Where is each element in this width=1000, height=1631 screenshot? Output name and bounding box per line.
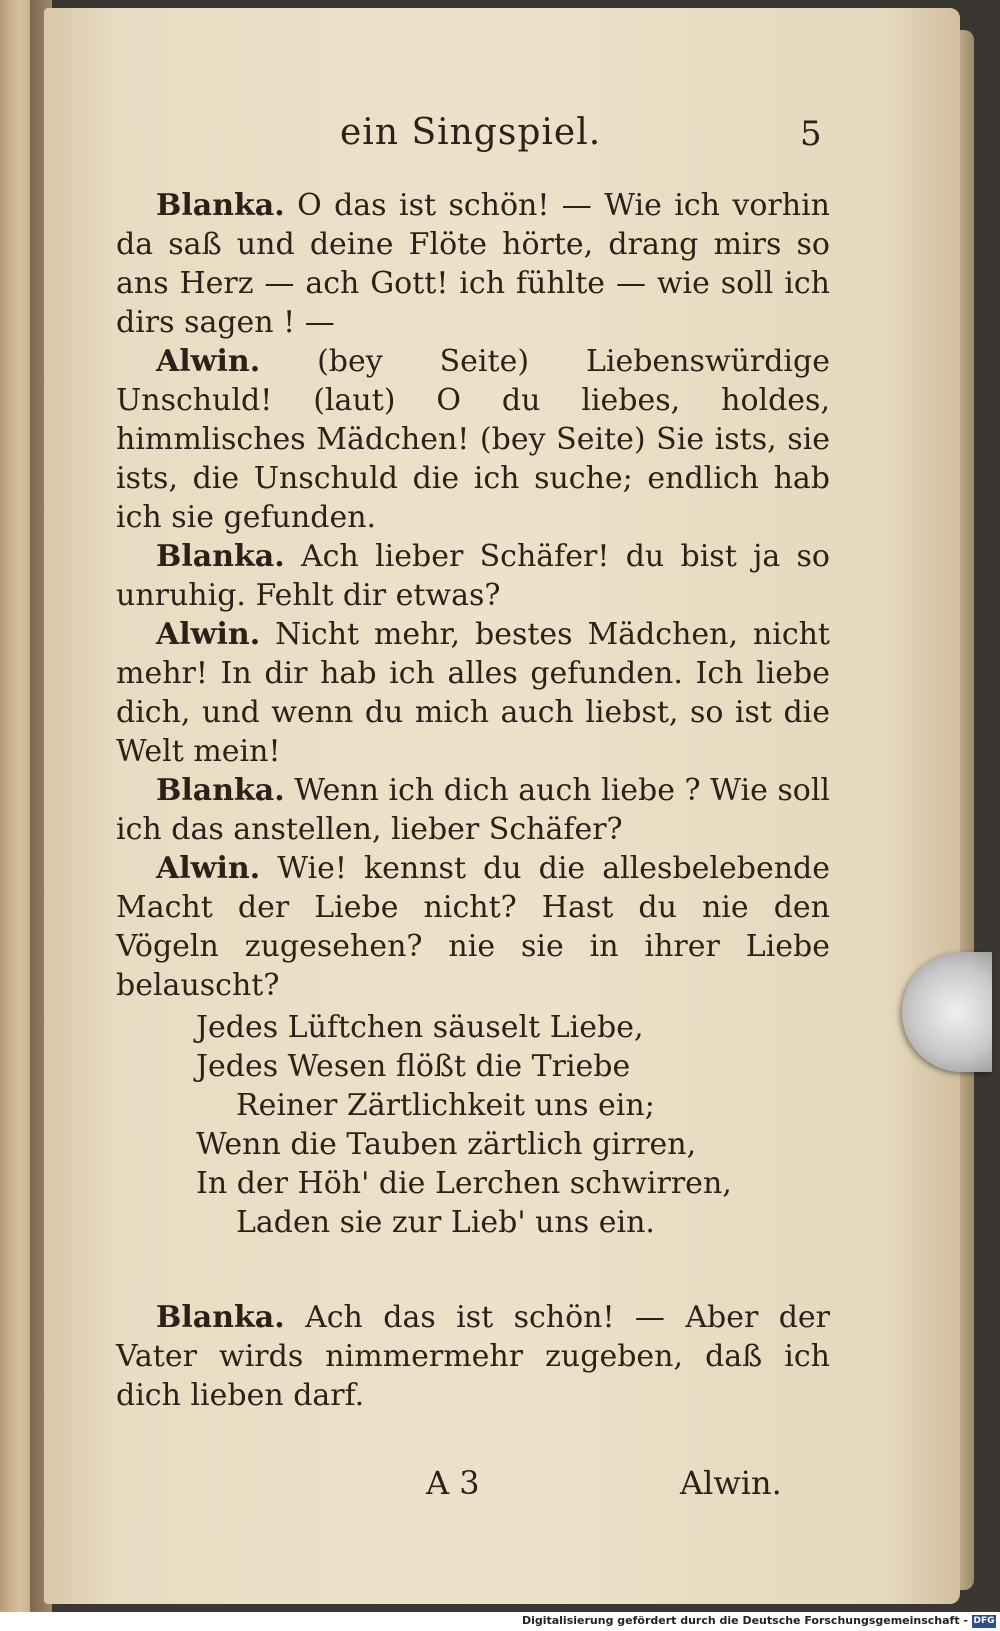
page-header [0,112,1000,162]
verse-line: Wenn die Tauben zärtlich girren, [196,1127,697,1162]
credit-bar [0,1612,1000,1631]
verse-line: Jedes Lüftchen säuselt Liebe, [196,1010,644,1045]
dialogue-text: (bey Seite) Liebenswürdige Unschuld! (laut) O du liebes, holdes, himmlisches Mädchen! (bey Seite) Sie ists, sie ists, die Unschuld die ich suche; endlich hab ich sie gefunden. [116,344,830,535]
verse-line: Jedes Wesen flößt die Triebe [196,1049,631,1084]
speaker-name: Alwin. [156,851,261,886]
verse-line: Reiner Zärtlichkeit uns ein; [236,1088,655,1123]
dialogue-text: Ach das ist schön! — Aber der Vater wirds nimmermehr zugeben, daß ich dich lieben darf. [116,1300,830,1413]
dfg-logo-icon: DFG [973,1616,995,1626]
page-footer [0,1464,1000,1510]
running-head: ein Singspiel. [340,112,602,153]
dialogue-text: O das ist schön! — Wie ich vorhin da saß und deine Flöte hörte, drang mirs so ans Herz — ach Gott! ich fühlte — wie soll ich dirs sagen ! — [116,188,830,340]
dialogue-text: Nicht mehr, bestes Mädchen, nicht mehr! In dir hab ich alles gefunden. Ich liebe dich, und wenn du mich auch liebst, so ist die Welt mein! [116,617,830,769]
catchword: Alwin. [680,1464,782,1502]
speaker-name: Blanka. [156,188,285,223]
dialogue-text: Ach lieber Schäfer! du bist ja so unruhig. Fehlt dir etwas? [116,539,830,613]
speaker-name: Alwin. [156,344,261,379]
dialogue-paragraph [116,1298,830,1415]
speaker-name: Blanka. [156,773,285,808]
credit-text: Digitalisierung gefördert durch die Deutsche Forschungsgemeinschaft - [521,1614,968,1627]
signature-mark: A 3 [426,1464,480,1502]
speaker-name: Alwin. [156,617,261,652]
dialogue-paragraph [116,186,830,342]
speaker-name: Blanka. [156,539,285,574]
left-page-edge [0,0,34,1612]
verse-line: In der Höh' die Lerchen schwirren, [196,1166,732,1201]
dialogue-text: Wie! kennst du die allesbelebende Macht der Liebe nicht? Hast du nie den Vögeln zugesehen? nie sie in ihrer Liebe belauscht? [116,851,830,1003]
song-verse [196,1008,796,1242]
dialogue-block-continued [116,1298,830,1415]
dialogue-block [116,186,830,1005]
page-number: 5 [800,114,822,154]
dialogue-paragraph [116,537,830,615]
dialogue-paragraph [116,342,830,537]
dialogue-paragraph [116,849,830,1005]
dialogue-paragraph [116,771,830,849]
dialogue-paragraph [116,615,830,771]
dialogue-text: Wenn ich dich auch liebe ? Wie soll ich das anstellen, lieber Schäfer? [116,773,831,847]
speaker-name: Blanka. [156,1300,285,1335]
verse-line: Laden sie zur Lieb' uns ein. [236,1205,655,1240]
